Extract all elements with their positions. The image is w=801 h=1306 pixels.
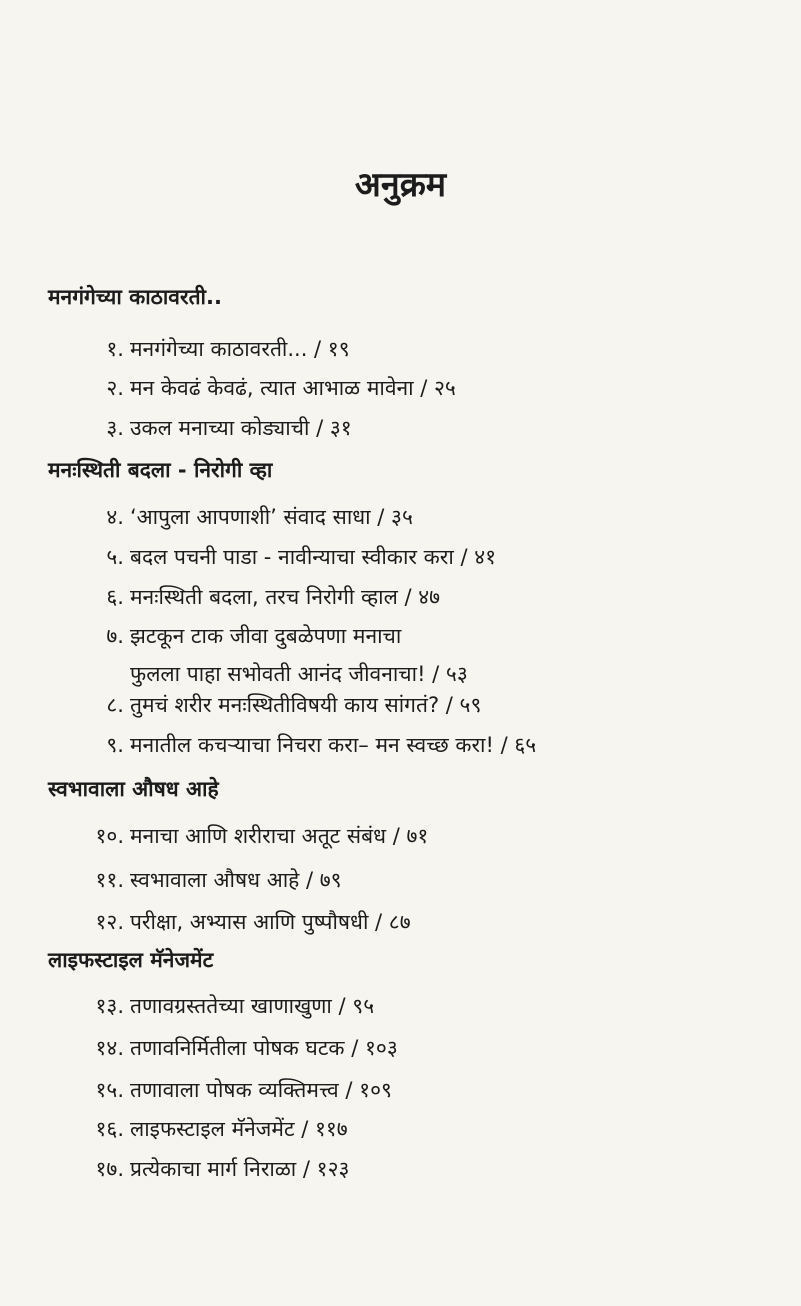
entry-number: ६. bbox=[106, 585, 124, 609]
entry-title: तणावनिर्मितीला पोषक घटक / १०३ bbox=[130, 1036, 398, 1060]
entry-title: तणावाला पोषक व्यक्तिमत्त्व / १०९ bbox=[130, 1078, 392, 1102]
toc-entry bbox=[70, 908, 411, 936]
entry-number: १४. bbox=[95, 1036, 124, 1060]
entry-number: ११. bbox=[95, 868, 124, 892]
toc-entry-continuation: फुलला पाहा सभोवती आनंद जीवनाचा! / ५३ bbox=[130, 662, 468, 686]
entry-number: ५. bbox=[106, 545, 124, 569]
page-title: अनुक्रम bbox=[354, 165, 447, 205]
section-heading: मनगंगेच्या काठावरती.. bbox=[48, 285, 222, 309]
entry-number: ८. bbox=[106, 693, 124, 717]
entry-title: मनातील कचऱ्याचा निचरा करा– मन स्वच्छ करा! / ६५ bbox=[130, 733, 537, 757]
entry-title: मनगंगेच्या काठावरती... / १९ bbox=[130, 337, 350, 361]
toc-entry bbox=[70, 992, 374, 1020]
toc-entry bbox=[70, 822, 428, 850]
toc-entry bbox=[70, 731, 536, 759]
entry-title: लाइफस्टाइल मॅनेजमेंट / ११७ bbox=[130, 1117, 348, 1141]
entry-title: तुमचं शरीर मनःस्थितीविषयी काय सांगतं? / ५९ bbox=[130, 693, 482, 717]
toc-entry bbox=[70, 622, 401, 650]
toc-entry bbox=[70, 414, 352, 442]
toc-entry bbox=[70, 1076, 392, 1104]
entry-title: बदल पचनी पाडा - नावीन्याचा स्वीकार करा / ४१ bbox=[130, 545, 497, 569]
entry-number: ३. bbox=[106, 416, 124, 440]
entry-number: १७. bbox=[95, 1157, 124, 1181]
entry-number: ७. bbox=[106, 624, 124, 648]
entry-title: प्रत्येकाचा मार्ग निराळा / १२३ bbox=[130, 1157, 350, 1181]
entry-title: परीक्षा, अभ्यास आणि पुष्पौषधी / ८७ bbox=[130, 910, 411, 934]
entry-number: १. bbox=[106, 337, 124, 361]
entry-number: ९. bbox=[106, 733, 124, 757]
entry-title: मन केवढं केवढं, त्यात आभाळ मावेना / २५ bbox=[130, 376, 456, 400]
entry-title: स्वभावाला औषध आहे / ७९ bbox=[130, 868, 342, 892]
toc-entry bbox=[70, 1155, 349, 1183]
toc-entry bbox=[70, 1115, 348, 1143]
entry-number: १३. bbox=[95, 994, 124, 1018]
entry-number: १६. bbox=[95, 1117, 124, 1141]
section-heading: लाइफस्टाइल मॅनेजमेंट bbox=[48, 948, 214, 972]
toc-entry bbox=[70, 1034, 398, 1062]
toc-entry bbox=[70, 866, 342, 894]
entry-number: १०. bbox=[95, 824, 124, 848]
entry-title: मनाचा आणि शरीराचा अतूट संबंध / ७१ bbox=[130, 824, 429, 848]
entry-number: १५. bbox=[95, 1078, 124, 1102]
toc-entry bbox=[70, 374, 456, 402]
entry-title: झटकून टाक जीवा दुबळेपणा मनाचा bbox=[130, 624, 402, 648]
toc-entry bbox=[70, 335, 350, 363]
entry-title: उकल मनाच्या कोड्याची / ३१ bbox=[130, 416, 352, 440]
entry-title: ‘आपुला आपणाशी’ संवाद साधा / ३५ bbox=[130, 505, 413, 529]
entry-number: २. bbox=[106, 376, 124, 400]
toc-entry bbox=[70, 691, 481, 719]
toc-entry bbox=[70, 503, 413, 531]
toc-entry bbox=[70, 583, 440, 611]
entry-title: मनःस्थिती बदला, तरच निरोगी व्हाल / ४७ bbox=[130, 585, 441, 609]
toc-entry bbox=[70, 543, 496, 571]
section-heading: मनःस्थिती बदला - निरोगी व्हा bbox=[48, 458, 273, 482]
entry-number: १२. bbox=[95, 910, 124, 934]
entry-title: तणावग्रस्ततेच्या खाणाखुणा / ९५ bbox=[130, 994, 375, 1018]
entry-number: ४. bbox=[106, 505, 124, 529]
section-heading: स्वभावाला औषध आहे bbox=[48, 777, 219, 801]
